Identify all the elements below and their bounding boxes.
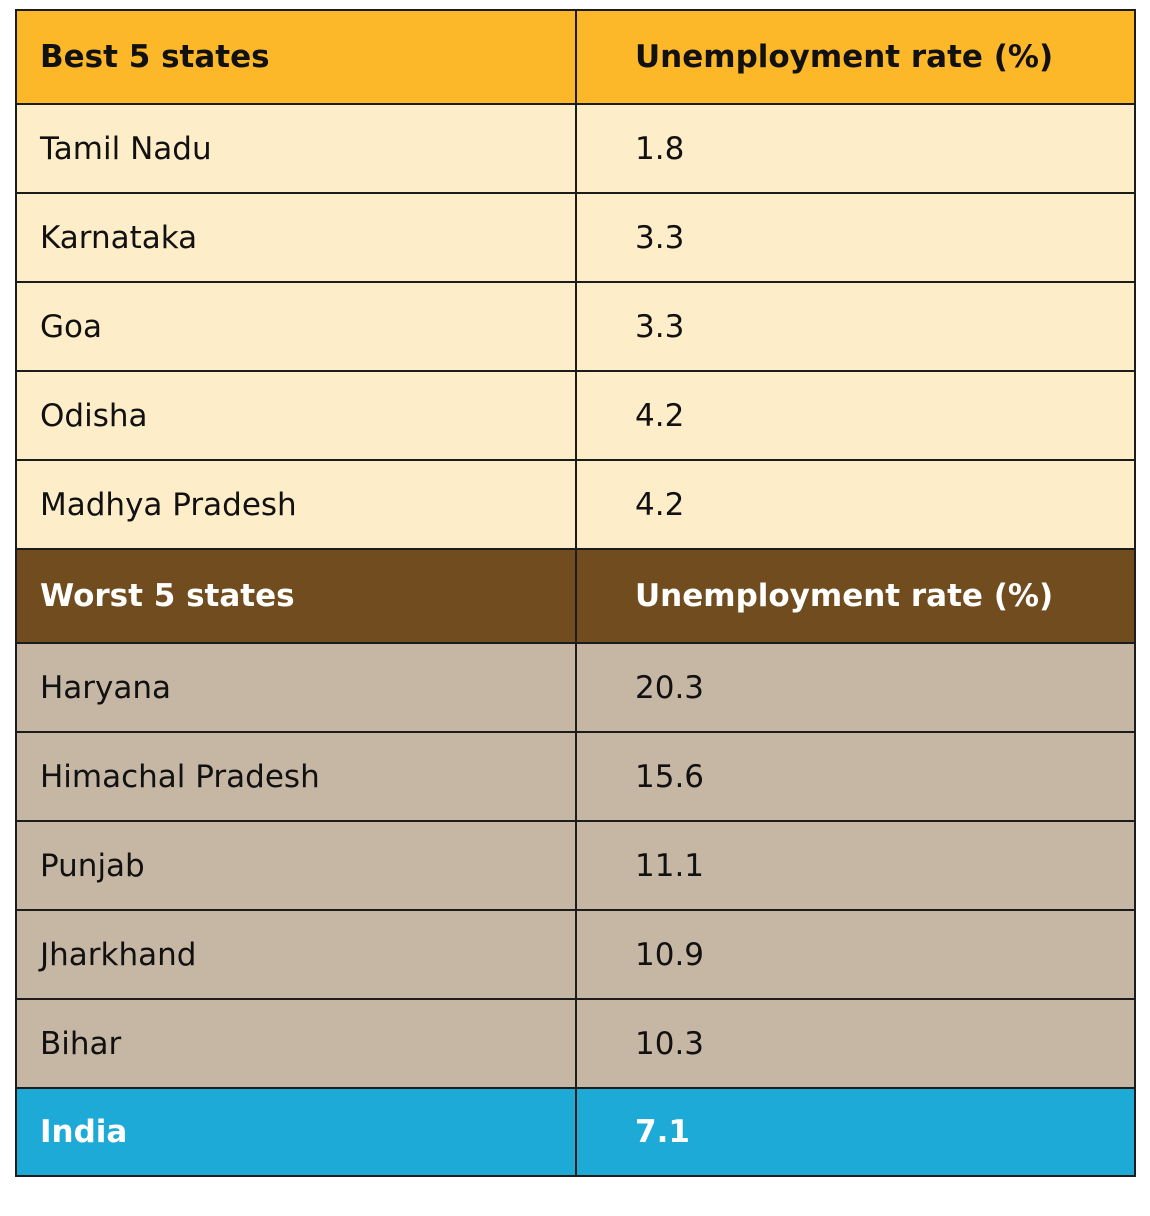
table-row: [16, 282, 1135, 371]
state-name-cell: Punjab: [16, 821, 576, 910]
table-row: [16, 371, 1135, 460]
table-row: [16, 732, 1135, 821]
table-row: [16, 643, 1135, 732]
table-row: [16, 910, 1135, 999]
state-name-cell: Tamil Nadu: [16, 104, 576, 193]
worst-rate-header: Unemployment rate (%): [576, 549, 1135, 643]
rate-value-cell: 3.3: [576, 193, 1135, 282]
table-row: [16, 999, 1135, 1088]
rate-value-cell: 10.3: [576, 999, 1135, 1088]
state-name-cell: Odisha: [16, 371, 576, 460]
state-name-cell: Haryana: [16, 643, 576, 732]
state-name-cell: Himachal Pradesh: [16, 732, 576, 821]
rate-value-cell: 3.3: [576, 282, 1135, 371]
rate-value-cell: 11.1: [576, 821, 1135, 910]
unemployment-table: [15, 9, 1136, 1177]
table-row: [16, 460, 1135, 549]
table-row: [16, 821, 1135, 910]
rate-value-cell: 4.2: [576, 371, 1135, 460]
worst-states-header-row: [16, 549, 1135, 643]
table-row: [16, 193, 1135, 282]
state-name-cell: Goa: [16, 282, 576, 371]
state-name-cell: Jharkhand: [16, 910, 576, 999]
rate-value-cell: 10.9: [576, 910, 1135, 999]
india-label: India: [16, 1088, 576, 1176]
rate-value-cell: 20.3: [576, 643, 1135, 732]
best-rate-header: Unemployment rate (%): [576, 10, 1135, 104]
rate-value-cell: 4.2: [576, 460, 1135, 549]
worst-states-header: Worst 5 states: [16, 549, 576, 643]
rate-value-cell: 1.8: [576, 104, 1135, 193]
india-total-row: [16, 1088, 1135, 1176]
state-name-cell: Karnataka: [16, 193, 576, 282]
best-states-header: Best 5 states: [16, 10, 576, 104]
state-name-cell: Madhya Pradesh: [16, 460, 576, 549]
india-rate-value: 7.1: [576, 1088, 1135, 1176]
best-states-header-row: [16, 10, 1135, 104]
state-name-cell: Bihar: [16, 999, 576, 1088]
table-row: [16, 104, 1135, 193]
rate-value-cell: 15.6: [576, 732, 1135, 821]
